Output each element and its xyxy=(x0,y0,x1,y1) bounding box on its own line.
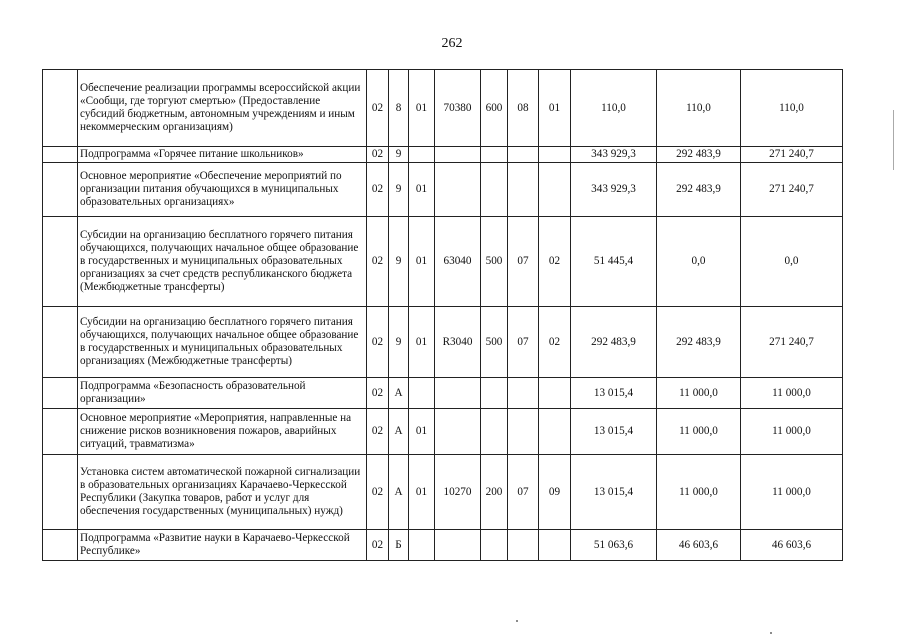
program-code-cell: 8 xyxy=(389,70,409,147)
amount-year-1-cell: 13 015,4 xyxy=(571,455,657,530)
ministry-code-cell: 02 xyxy=(367,530,389,561)
blank-cell xyxy=(43,147,78,163)
expense-type-cell xyxy=(481,378,508,409)
item-name-cell: Подпрограмма «Горячее питание школьников» xyxy=(78,147,367,163)
program-code-cell: 9 xyxy=(389,217,409,307)
table-row xyxy=(43,530,843,561)
program-code-cell: А xyxy=(389,455,409,530)
item-name-cell: Субсидии на организацию бесплатного горячего питания обучающихся, получающих начальное общее образование в государственных и муниципальных образовательных организациях за счет средств республиканского бюджета (Межбюджетные трансферты) xyxy=(78,217,367,307)
amount-year-2-cell: 0,0 xyxy=(657,217,741,307)
table-body xyxy=(43,70,843,561)
subprogram-code-cell: 01 xyxy=(409,163,435,217)
amount-year-2-cell: 46 603,6 xyxy=(657,530,741,561)
amount-year-3-cell: 271 240,7 xyxy=(741,307,843,378)
scan-edge-mark xyxy=(893,110,894,170)
item-name-cell: Основное мероприятие «Обеспечение мероприятий по организации питания обучающихся в муниципальных образовательных организациях» xyxy=(78,163,367,217)
ministry-code-cell: 02 xyxy=(367,455,389,530)
amount-year-2-cell: 292 483,9 xyxy=(657,147,741,163)
expense-type-cell xyxy=(481,530,508,561)
direction-code-cell xyxy=(435,378,481,409)
amount-year-3-cell: 271 240,7 xyxy=(741,147,843,163)
blank-cell xyxy=(43,378,78,409)
amount-year-3-cell: 46 603,6 xyxy=(741,530,843,561)
blank-cell xyxy=(43,217,78,307)
subsection-cell: 09 xyxy=(539,455,571,530)
ministry-code-cell: 02 xyxy=(367,70,389,147)
ministry-code-cell: 02 xyxy=(367,217,389,307)
amount-year-2-cell: 292 483,9 xyxy=(657,307,741,378)
item-name-cell: Обеспечение реализации программы всероссийской акции «Сообщи, где торгуют смертью» (Предоставление субсидий бюджетным, автономным учреждениям и иным некоммерческим организациям) xyxy=(78,70,367,147)
direction-code-cell: 70380 xyxy=(435,70,481,147)
section-cell xyxy=(508,163,539,217)
section-cell: 07 xyxy=(508,455,539,530)
table-row xyxy=(43,163,843,217)
table-row xyxy=(43,147,843,163)
program-code-cell: А xyxy=(389,378,409,409)
item-name-cell: Субсидии на организацию бесплатного горячего питания обучающихся, получающих начальное общее образование в государственных и муниципальных образовательных организациях (Межбюджетные трансферты) xyxy=(78,307,367,378)
amount-year-2-cell: 292 483,9 xyxy=(657,163,741,217)
item-name-cell: Установка систем автоматической пожарной сигнализации в образовательных организациях Карачаево-Черкесской Республики (Закупка товаров, работ и услуг для обеспечения государственных (муниципальных) нужд) xyxy=(78,455,367,530)
amount-year-2-cell: 11 000,0 xyxy=(657,378,741,409)
program-code-cell: 9 xyxy=(389,147,409,163)
table-row xyxy=(43,70,843,147)
subprogram-code-cell: 01 xyxy=(409,307,435,378)
amount-year-3-cell: 0,0 xyxy=(741,217,843,307)
table-row xyxy=(43,455,843,530)
amount-year-1-cell: 343 929,3 xyxy=(571,147,657,163)
amount-year-3-cell: 110,0 xyxy=(741,70,843,147)
amount-year-1-cell: 51 063,6 xyxy=(571,530,657,561)
subsection-cell xyxy=(539,378,571,409)
section-cell xyxy=(508,378,539,409)
expense-type-cell: 500 xyxy=(481,307,508,378)
amount-year-1-cell: 343 929,3 xyxy=(571,163,657,217)
ministry-code-cell: 02 xyxy=(367,163,389,217)
subsection-cell: 02 xyxy=(539,217,571,307)
program-code-cell: 9 xyxy=(389,163,409,217)
amount-year-3-cell: 11 000,0 xyxy=(741,378,843,409)
expense-type-cell: 500 xyxy=(481,217,508,307)
subprogram-code-cell: 01 xyxy=(409,455,435,530)
ministry-code-cell: 02 xyxy=(367,147,389,163)
amount-year-1-cell: 110,0 xyxy=(571,70,657,147)
expense-type-cell xyxy=(481,163,508,217)
scan-speck xyxy=(516,620,518,622)
subprogram-code-cell xyxy=(409,378,435,409)
blank-cell xyxy=(43,307,78,378)
subprogram-code-cell: 01 xyxy=(409,217,435,307)
item-name-cell: Подпрограмма «Безопасность образовательной организации» xyxy=(78,378,367,409)
amount-year-3-cell: 271 240,7 xyxy=(741,163,843,217)
amount-year-1-cell: 13 015,4 xyxy=(571,409,657,455)
direction-code-cell: 63040 xyxy=(435,217,481,307)
subsection-cell: 02 xyxy=(539,307,571,378)
table-row xyxy=(43,378,843,409)
subprogram-code-cell xyxy=(409,147,435,163)
amount-year-1-cell: 13 015,4 xyxy=(571,378,657,409)
direction-code-cell xyxy=(435,409,481,455)
ministry-code-cell: 02 xyxy=(367,378,389,409)
section-cell xyxy=(508,530,539,561)
budget-table xyxy=(42,69,843,561)
direction-code-cell: R3040 xyxy=(435,307,481,378)
blank-cell xyxy=(43,530,78,561)
program-code-cell: Б xyxy=(389,530,409,561)
subsection-cell xyxy=(539,147,571,163)
amount-year-2-cell: 11 000,0 xyxy=(657,455,741,530)
blank-cell xyxy=(43,70,78,147)
expense-type-cell xyxy=(481,147,508,163)
section-cell: 08 xyxy=(508,70,539,147)
subprogram-code-cell: 01 xyxy=(409,70,435,147)
item-name-cell: Подпрограмма «Развитие науки в Карачаево-Черкесской Республике» xyxy=(78,530,367,561)
ministry-code-cell: 02 xyxy=(367,409,389,455)
table-row xyxy=(43,217,843,307)
program-code-cell: А xyxy=(389,409,409,455)
amount-year-3-cell: 11 000,0 xyxy=(741,409,843,455)
direction-code-cell xyxy=(435,147,481,163)
amount-year-3-cell: 11 000,0 xyxy=(741,455,843,530)
expense-type-cell xyxy=(481,409,508,455)
program-code-cell: 9 xyxy=(389,307,409,378)
scan-speck xyxy=(770,632,772,634)
expense-type-cell: 200 xyxy=(481,455,508,530)
section-cell: 07 xyxy=(508,307,539,378)
section-cell xyxy=(508,409,539,455)
subsection-cell xyxy=(539,409,571,455)
direction-code-cell xyxy=(435,530,481,561)
subsection-cell xyxy=(539,530,571,561)
item-name-cell: Основное мероприятие «Мероприятия, направленные на снижение рисков возникновения пожаров, аварийных ситуаций, травматизма» xyxy=(78,409,367,455)
ministry-code-cell: 02 xyxy=(367,307,389,378)
amount-year-1-cell: 51 445,4 xyxy=(571,217,657,307)
page-number: 262 xyxy=(441,36,463,51)
blank-cell xyxy=(43,409,78,455)
amount-year-2-cell: 11 000,0 xyxy=(657,409,741,455)
blank-cell xyxy=(43,163,78,217)
section-cell xyxy=(508,147,539,163)
expense-type-cell: 600 xyxy=(481,70,508,147)
subprogram-code-cell xyxy=(409,530,435,561)
table-row xyxy=(43,307,843,378)
direction-code-cell xyxy=(435,163,481,217)
table-row xyxy=(43,409,843,455)
section-cell: 07 xyxy=(508,217,539,307)
subprogram-code-cell: 01 xyxy=(409,409,435,455)
subsection-cell xyxy=(539,163,571,217)
blank-cell xyxy=(43,455,78,530)
amount-year-1-cell: 292 483,9 xyxy=(571,307,657,378)
subsection-cell: 01 xyxy=(539,70,571,147)
direction-code-cell: 10270 xyxy=(435,455,481,530)
amount-year-2-cell: 110,0 xyxy=(657,70,741,147)
